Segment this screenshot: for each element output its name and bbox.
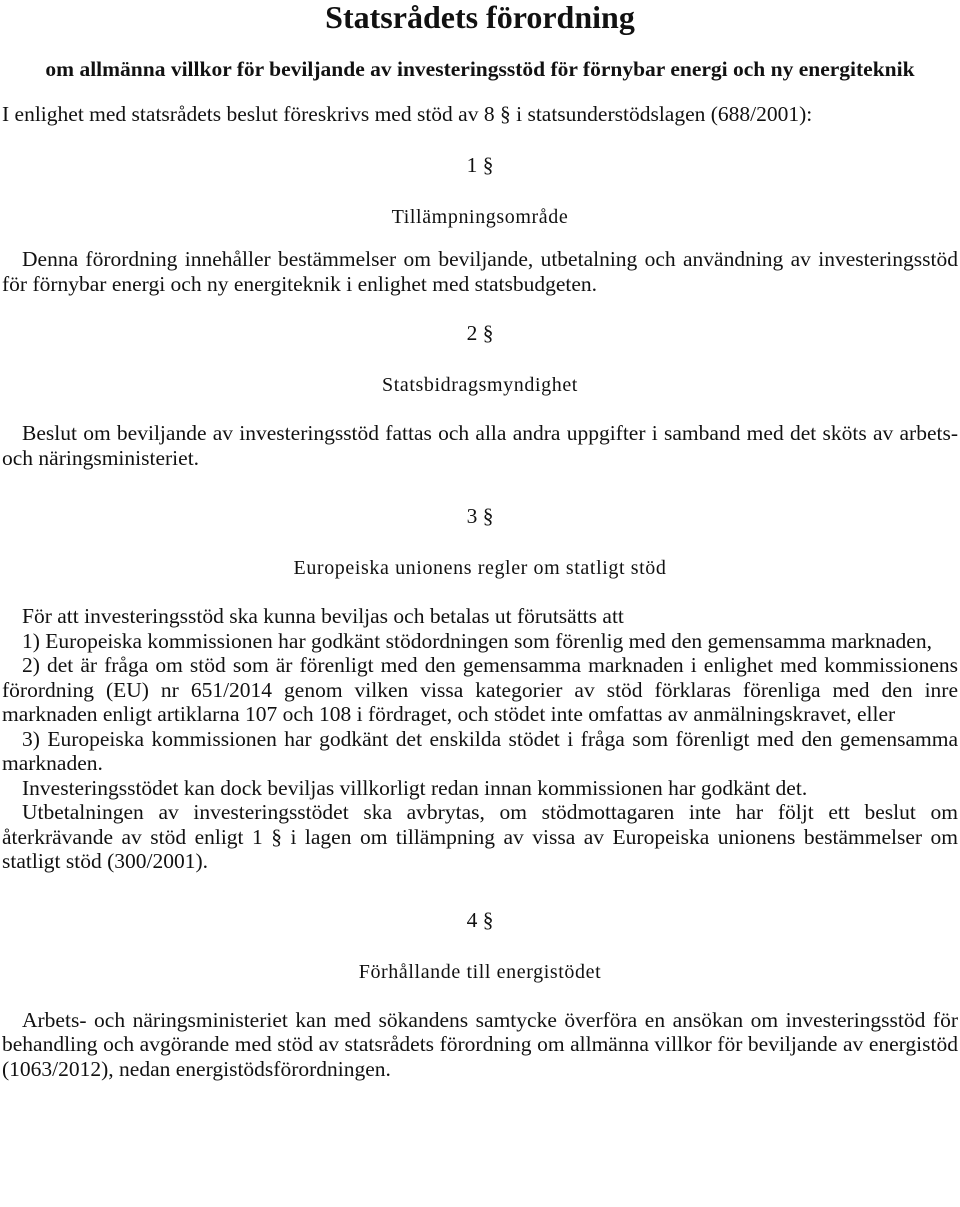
- section-heading: Förhållande till energistödet: [358, 960, 602, 983]
- document-subtitle: om allmänna villkor för beviljande av investeringsstöd för förnybar energi och ny energiteknik: [45, 57, 915, 81]
- section-heading: Europeiska unionens regler om statligt stöd: [293, 557, 667, 579]
- preamble: I enlighet med statsrådets beslut föreskrivs med stöd av 8 § i statsunderstödslagen (688/2001):: [2, 102, 813, 126]
- document-page: [2, 0, 958, 1081]
- section-paragraph: Denna förordning innehåller bestämmelser om beviljande, utbetalning och användning av investeringsstöd för förnybar energi och ny energiteknik i enlighet med statsbudgeten.: [2, 247, 958, 296]
- section-paragraph: Arbets- och näringsministeriet kan med sökandens samtycke överföra en ansökan om investeringsstöd för behandling och avgörande med stöd av statsrådets förordning om allmänna villkor för beviljande av energistöd (1063/2012), nedan energistödsförordningen.: [2, 1007, 958, 1081]
- section-paragraph: 1) Europeiska kommissionen har godkänt stödordningen som förenlig med den gemensamma marknaden,: [22, 628, 932, 653]
- document-title: Statsrådets förordning: [325, 0, 635, 35]
- section-paragraph: 3) Europeiska kommissionen har godkänt det enskilda stödet i fråga som förenligt med den gemensamma marknaden.: [2, 726, 958, 775]
- section-heading: Statsbidragsmyndighet: [382, 374, 578, 396]
- section-paragraph: För att investeringsstöd ska kunna beviljas och betalas ut förutsätts att: [22, 604, 624, 628]
- section-paragraph: Investeringsstödet kan dock beviljas villkorligt redan innan kommissionen har godkänt det.: [22, 775, 808, 800]
- section-number: 1 §: [466, 153, 494, 177]
- section-number: 4 §: [466, 907, 494, 932]
- section-number: 3 §: [466, 504, 494, 528]
- section-heading: Tillämpningsområde: [391, 206, 569, 228]
- section-paragraph: Beslut om beviljande av investeringsstöd fattas och alla andra uppgifter i samband med det sköts av arbets- och näringsministeriet.: [2, 421, 958, 470]
- section-paragraph: 2) det är fråga om stöd som är förenligt med den gemensamma marknaden i enlighet med kommissionens förordning (EU) nr 651/2014 genom vilken vissa kategorier av stöd förklaras förenliga med den inre marknaden enligt artiklarna 107 och 108 i fördraget, och stödet inte omfattas av anmälningskravet, eller: [2, 653, 958, 726]
- section-number: 2 §: [466, 321, 494, 345]
- section-paragraph: Utbetalningen av investeringsstödet ska avbrytas, om stödmottagaren inte har följt ett beslut om återkrävande av stöd enligt 1 § i lagen om tillämpning av vissa av Europeiska unionens bestämmelser om statligt stöd (300/2001).: [2, 800, 958, 873]
